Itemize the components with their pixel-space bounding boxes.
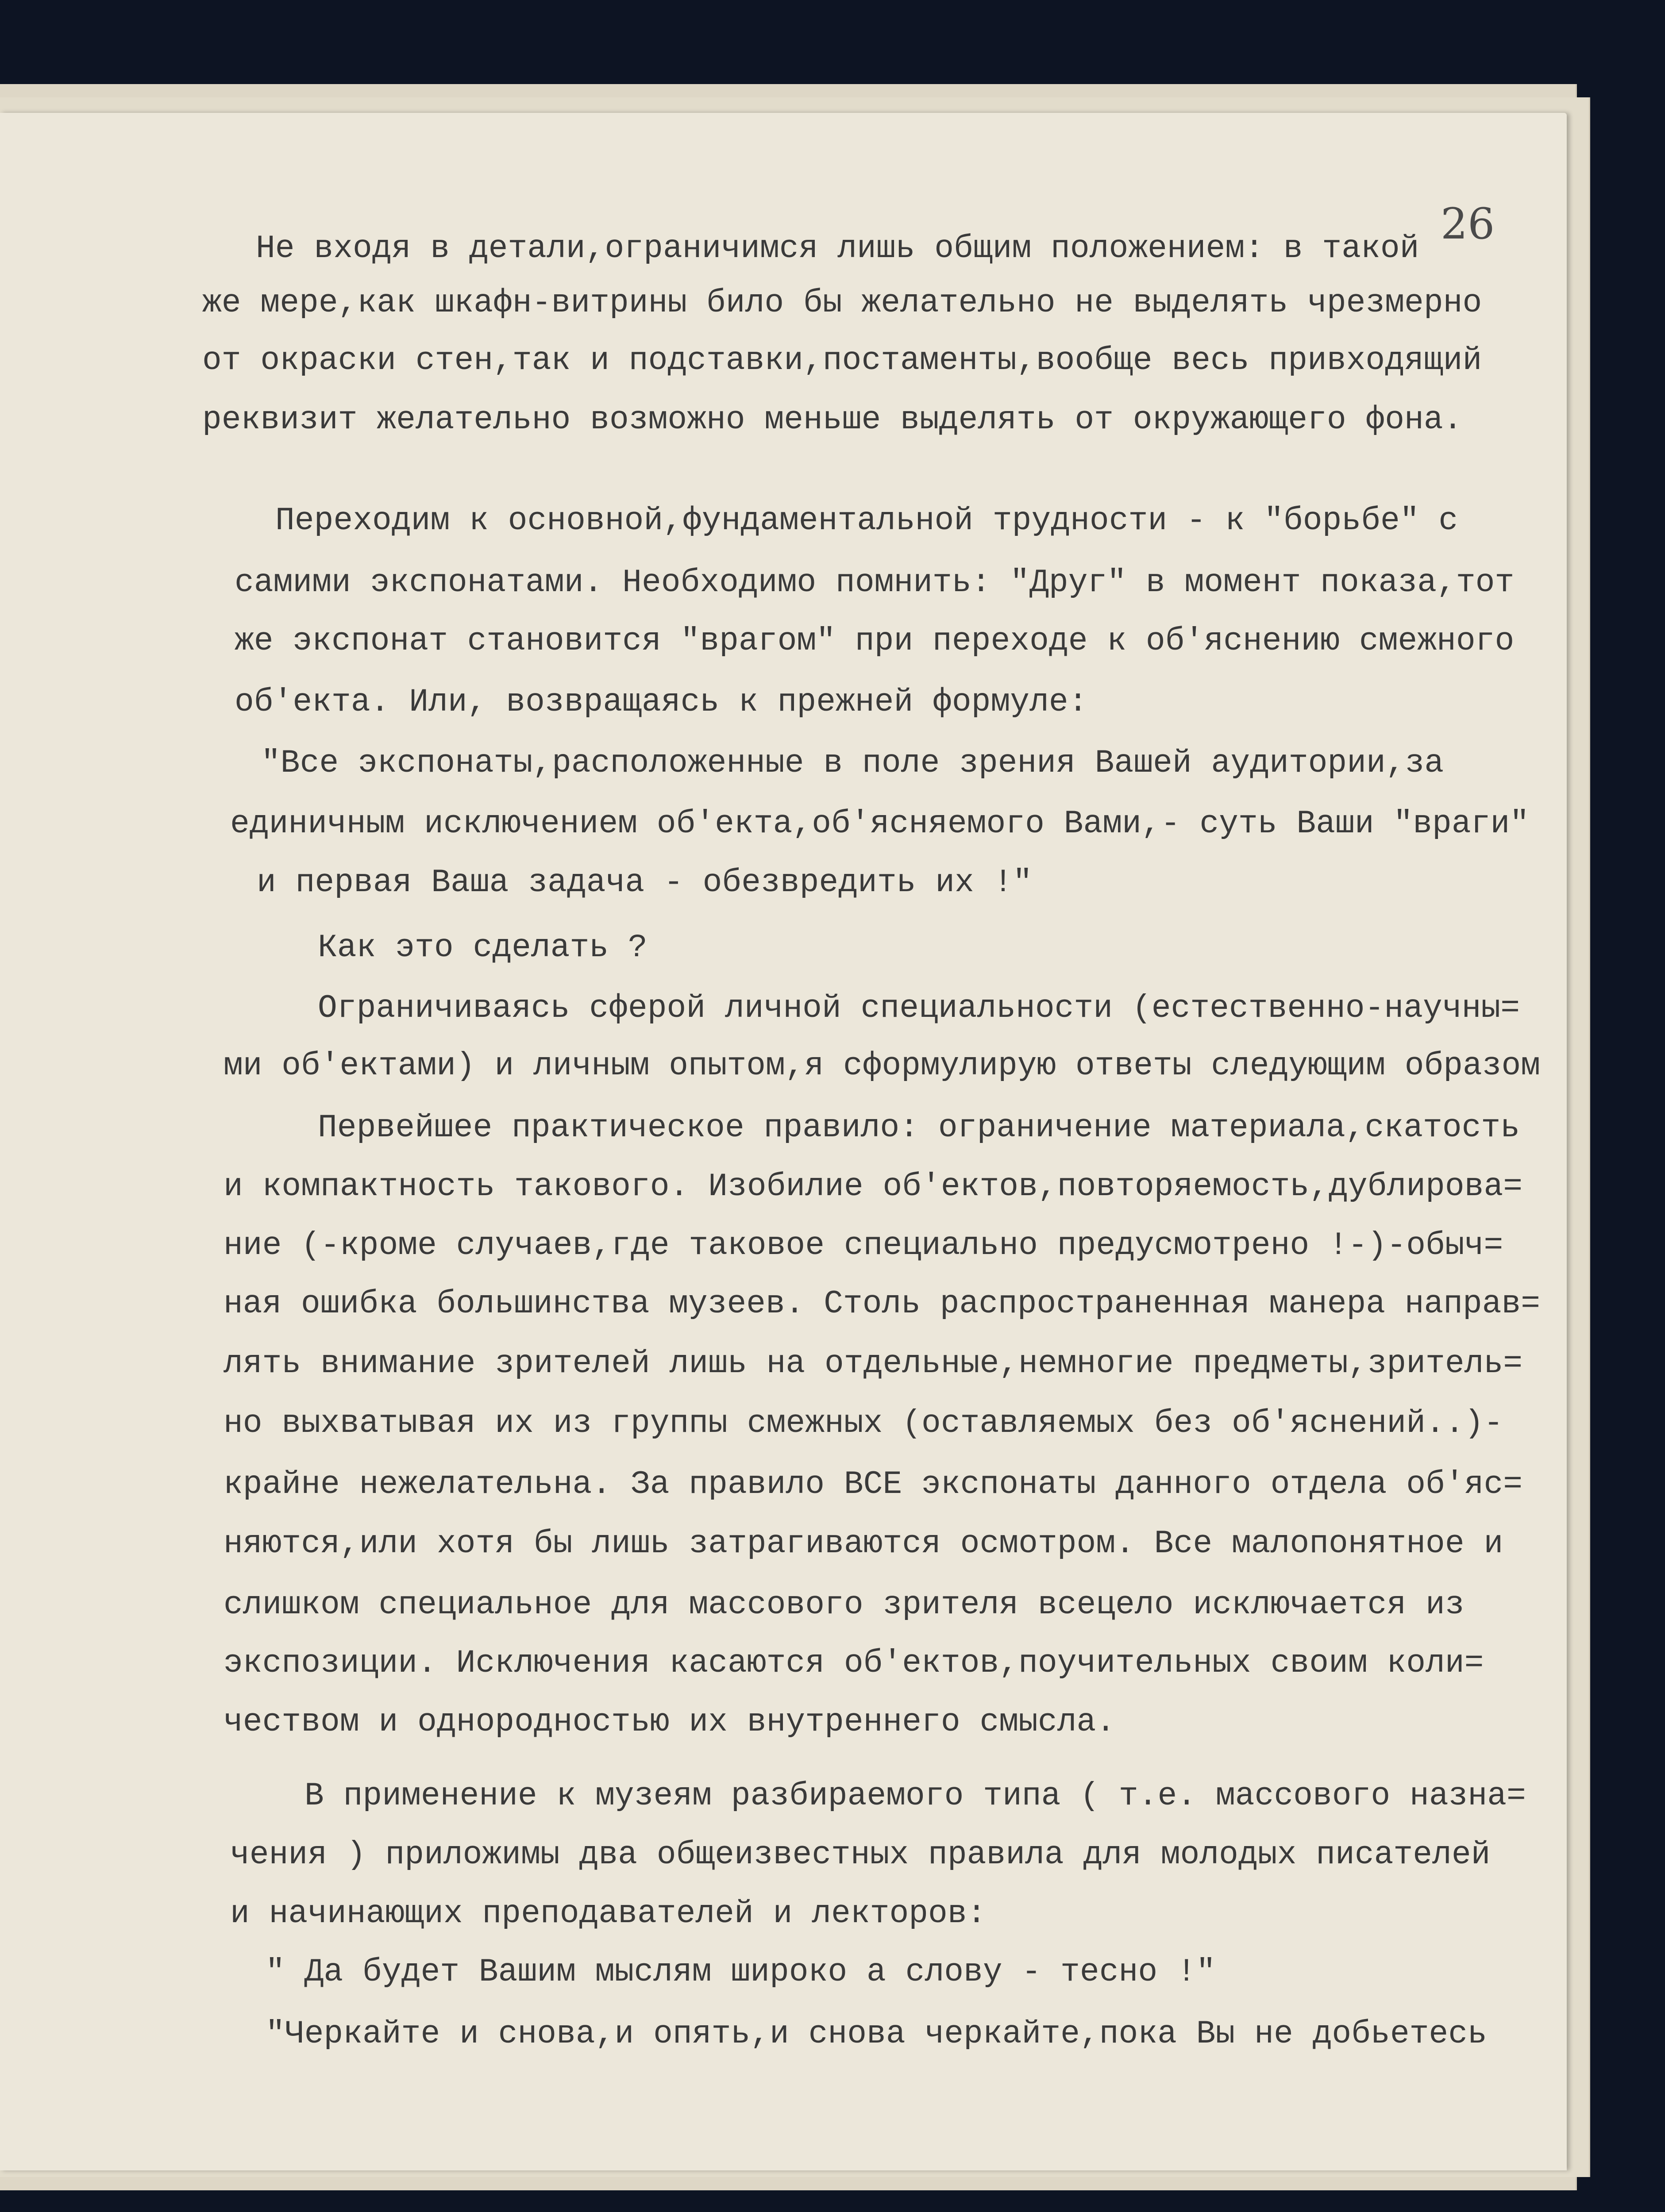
text-line: Ограничиваясь сферой личной специальности (естественно-научны= (318, 990, 1520, 1027)
page-number: 26 (1441, 199, 1495, 249)
text-line: крайне нежелательна. За правило ВСЕ экспонаты данного отдела об'яс= (224, 1466, 1523, 1503)
text-line: реквизит желательно возможно меньше выделять от окружающего фона. (202, 401, 1463, 438)
text-line: чения ) приложимы два общеизвестных правила для молодых писателей (230, 1836, 1491, 1873)
text-line: лять внимание зрителей лишь на отдельные,немногие предметы,зритель= (224, 1345, 1523, 1382)
text-line: Не входя в детали,ограничимся лишь общим положением: в такой (256, 230, 1419, 267)
text-line: ние (-кроме случаев,где таковое специально предусмотрено !-)-обыч= (224, 1227, 1503, 1264)
text-line: самими экспонатами. Необходимо помнить: "Друг" в момент показа,тот (235, 564, 1515, 601)
text-line: ми об'ектами) и личным опытом,я сформулирую ответы следующим образом (224, 1047, 1541, 1084)
text-line: чеством и однородностью их внутреннего смысла. (224, 1704, 1116, 1740)
text-line: Переходим к основной,фундаментальной трудности - к "борьбе" с (275, 502, 1458, 539)
text-line: и первая Ваша задача - обезвредить их !" (257, 864, 1033, 901)
text-line: и начинающих преподавателей и лекторов: (230, 1895, 987, 1932)
text-line: же мере,как шкафн-витрины било бы желательно не выделять чрезмерно (202, 285, 1482, 321)
text-line: няются,или хотя бы лишь затрагиваются осмотром. Все малопонятное и (224, 1525, 1503, 1562)
text-line: "Черкайте и снова,и опять,и снова черкайте,пока Вы не добьетесь (266, 2016, 1487, 2052)
text-line: В применение к музеям разбираемого типа ( т.е. массового назна= (304, 1777, 1526, 1814)
text-line: ная ошибка большинства музеев. Столь распространенная манера направ= (224, 1285, 1541, 1322)
text-line: "Все экспонаты,расположенные в поле зрения Вашей аудитории,за (261, 745, 1444, 781)
text-line: же экспонат становится "врагом" при переходе к об'яснению смежного (235, 623, 1515, 659)
text-line: экспозиции. Исключения касаются об'ектов,поучительных своим коли= (224, 1645, 1484, 1681)
text-line: " Да будет Вашим мыслям широко а слову - тесно !" (266, 1954, 1216, 1990)
text-line: слишком специальное для массового зрителя всецело исключается из (224, 1586, 1465, 1623)
text-line: от окраски стен,так и подставки,постаменты,вообще весь привходящий (202, 342, 1482, 379)
text-line: об'екта. Или, возвращаясь к прежней формуле: (235, 684, 1088, 720)
text-line: Как это сделать ? (318, 929, 648, 966)
text-line: единичным исключением об'екта,об'ясняемого Вами,- суть Ваши "враги" (230, 805, 1530, 842)
text-line: но выхватывая их из группы смежных (оставляемых без об'яснений..)- (224, 1405, 1503, 1442)
text-line: и компактность такового. Изобилие об'ектов,повторяемость,дублирова= (224, 1168, 1523, 1205)
text-line: Первейшее практическое правило: ограничение материала,скатость (318, 1109, 1520, 1146)
